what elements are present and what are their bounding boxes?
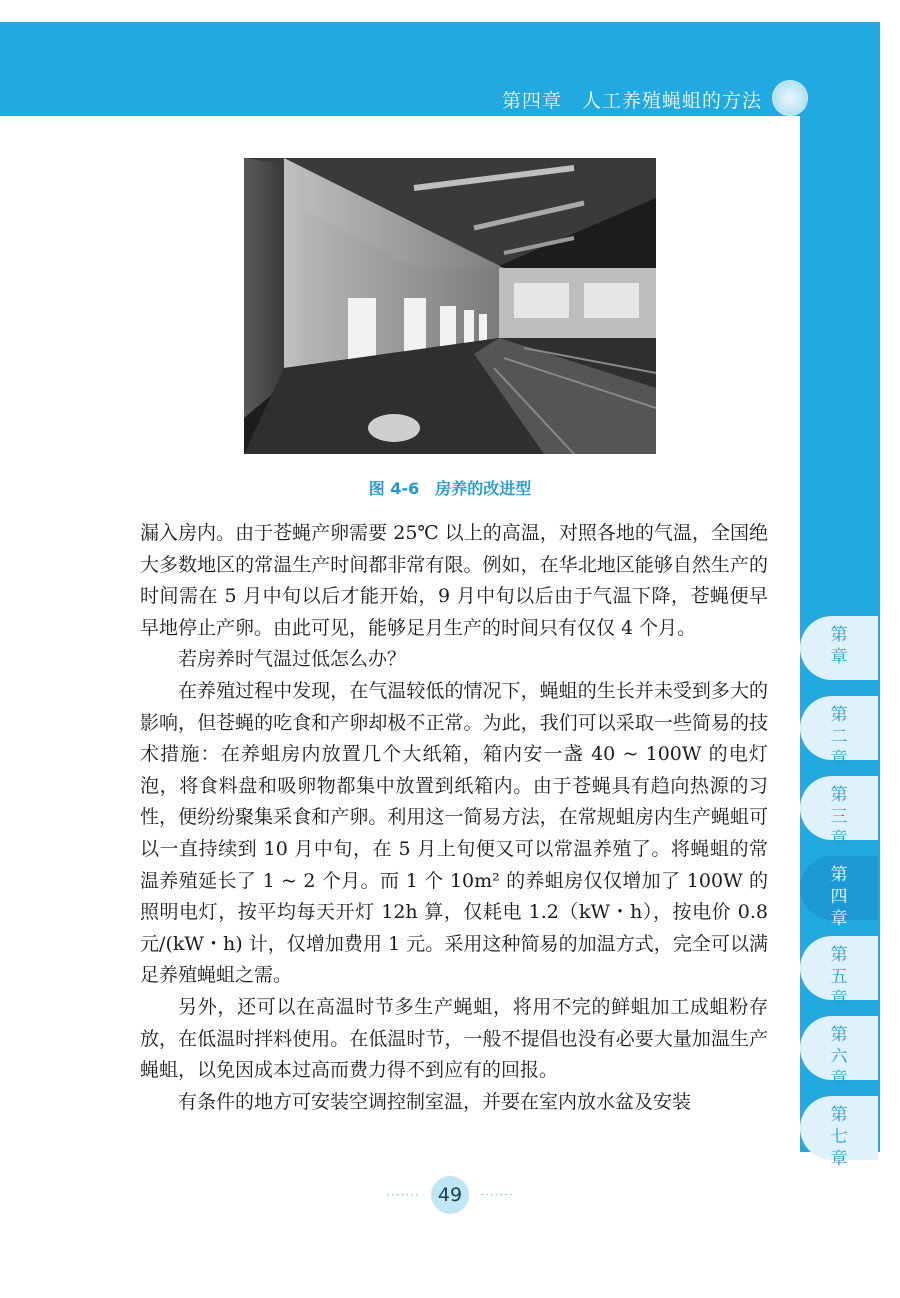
page-footer [0, 1176, 900, 1214]
tab-chapter-4[interactable]: 第 四 章 [800, 856, 878, 920]
page-number: 49 [431, 1176, 469, 1214]
dots-right: ······· [480, 1188, 514, 1202]
tab-chapter-1[interactable]: 第 章 [800, 616, 878, 680]
chapter-title: 第四章 人工养殖蝇蛆的方法 [501, 90, 762, 112]
tab-chapter-2[interactable]: 第 二 章 [800, 696, 878, 760]
tab-chapter-7[interactable]: 第 七 章 [800, 1096, 878, 1160]
dots-left: ······· [386, 1188, 420, 1202]
paragraph: 另外，还可以在高温时节多生产蝇蛆，将用不完的鲜蛆加工成蛆粉存放，在低温时拌料使用。在低温时节，一般不提倡也没有必要大量加温生产蝇蛆，以免因成本过高而费力得不到应有的回报。 [140, 995, 768, 1082]
tab-chapter-5[interactable]: 第 五 章 [800, 936, 878, 1000]
figure-caption: 图 4-6 房养的改进型 [368, 479, 532, 498]
ornament-icon [772, 80, 808, 116]
tab-chapter-6[interactable]: 第 六 章 [800, 1016, 878, 1080]
figure-photo [244, 158, 656, 454]
paragraph-question: 若房养时气温过低怎么办？ [178, 648, 407, 671]
paragraph: 在养殖过程中发现，在气温较低的情况下，蝇蛆的生长并未受到多大的影响，但苍蝇的吃食和产卵却极不正常。为此，我们可以采取一些简易的技术措施：在养蛆房内放置几个大纸箱，箱内安一盏 40 ~ 100W 的电灯泡，将食料盘和吸卵物都集中放置到纸箱内。由于苍蝇具有趋向热源的习性，便纷纷聚集采食和产卵。利用这一简易方法，在常规蛆房内生产蝇蛆可以一直持续到 10 月中旬，在 5 月上旬便又可以常温养殖了。将蝇蛆的常温养殖延长了 1 ~ 2 个月。而 1 个 10m² 的养蛆房仅仅增加了 100W 的照明电灯，按平均每天开灯 12h 算，仅耗电 1.2（kW・h），按电价 0.8 元/(kW・h) 计，仅增加费用 1 元。采用这种简易的加温方式，完全可以满足养殖蝇蛆之需。 [140, 679, 768, 987]
paragraph: 有条件的地方可安装空调控制室温，并要在室内放水盆及安装 [178, 1090, 692, 1113]
tab-chapter-3[interactable]: 第 三 章 [800, 776, 878, 840]
body-text [140, 518, 768, 1118]
paragraph: 漏入房内。由于苍蝇产卵需要 25℃ 以上的高温，对照各地的气温，全国绝大多数地区的常温生产时间都非常有限。例如，在华北地区能够自然生产的时间需在 5 月中旬以后才能开始，9 月中旬以后由于气温下降，苍蝇便早早地停止产卵。由此可见，能够足月生产的时间只有仅仅 4 个月。 [140, 522, 768, 639]
